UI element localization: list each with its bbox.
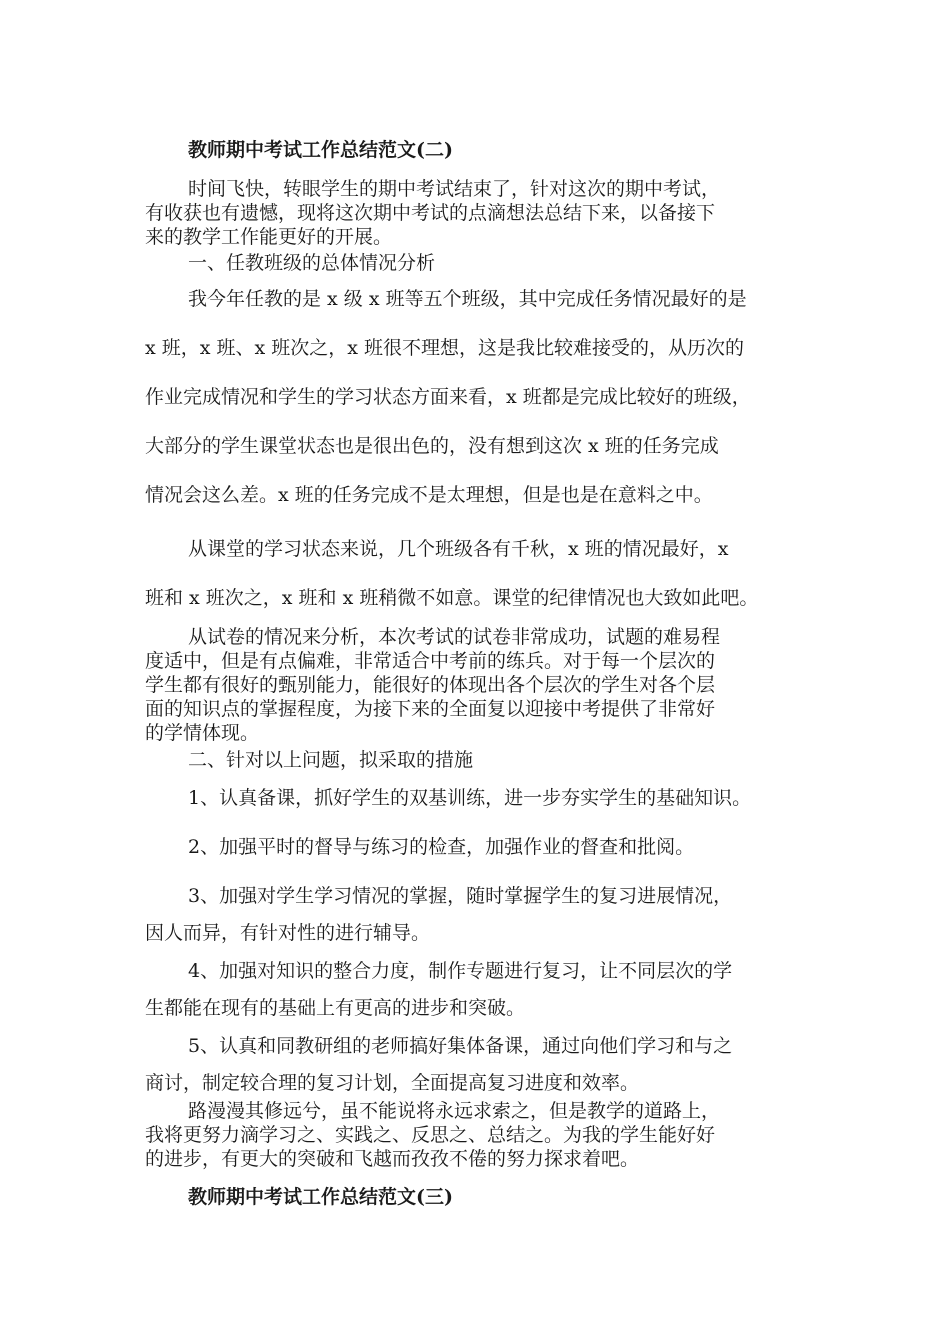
- text-line: 因人而异，有针对性的进行辅导。: [145, 922, 431, 944]
- text-line: 情况会这么差。x 班的任务完成不是太理想，但是也是在意料之中。: [145, 484, 713, 506]
- text-line: 4、加强对知识的整合力度，制作专题进行复习，让不同层次的学: [188, 960, 733, 982]
- class-overview-paragraph: [145, 287, 820, 507]
- text-line: 的进步，有更大的突破和飞越而孜孜不倦的努力探求着吧。: [145, 1148, 640, 1170]
- text-line: 生都能在现有的基础上有更高的进步和突破。: [145, 997, 526, 1019]
- text-line: 来的教学工作能更好的开展。: [145, 226, 393, 248]
- text-line: 的学情体现。: [145, 722, 260, 744]
- text-line: x 班，x 班、x 班次之，x 班很不理想，这是我比较难接受的，从历次的: [145, 337, 745, 359]
- text-line: 时间飞快，转眼学生的期中考试结束了，针对这次的期中考试，: [188, 178, 721, 200]
- text-line: 1、认真备课，抓好学生的双基训练，进一步夯实学生的基础知识。: [188, 787, 752, 809]
- text-line: 我今年任教的是 x 级 x 班等五个班级，其中完成任务情况最好的是: [188, 288, 747, 310]
- section-1-title: 一、任教班级的总体情况分析: [188, 252, 436, 274]
- text-line: 路漫漫其修远兮，虽不能说将永远求索之，但是教学的道路上，: [188, 1100, 721, 1122]
- paper-analysis-paragraph: [145, 625, 820, 745]
- text-line: 5、认真和同教研组的老师搞好集体备课，通过向他们学习和与之: [188, 1035, 733, 1057]
- classroom-paragraph: [145, 537, 820, 610]
- section-heading-2: 教师期中考试工作总结范文(二): [188, 139, 453, 161]
- text-line: 从试卷的情况来分析，本次考试的试卷非常成功，试题的难易程: [188, 626, 721, 648]
- text-line: 度适中，但是有点偏难，非常适合中考前的练兵。对于每一个层次的: [145, 650, 716, 672]
- measure-4: [145, 959, 820, 1020]
- measure-5: [145, 1034, 820, 1095]
- text-line: 我将更努力滴学习之、实践之、反思之、总结之。为我的学生能好好: [145, 1124, 716, 1146]
- measure-1: [145, 786, 820, 810]
- conclusion-paragraph: [145, 1099, 820, 1171]
- text-line: 商讨，制定较合理的复习计划，全面提高复习进度和效率。: [145, 1072, 640, 1094]
- text-line: 有收获也有遗憾，现将这次期中考试的点滴想法总结下来，以备接下: [145, 202, 716, 224]
- intro-paragraph: [145, 177, 820, 249]
- text-line: 2、加强平时的督导与练习的检查，加强作业的督查和批阅。: [188, 836, 695, 858]
- section-heading-3: 教师期中考试工作总结范文(三): [188, 1186, 453, 1208]
- measure-2: [145, 835, 820, 859]
- text-line: 大部分的学生课堂状态也是很出色的，没有想到这次 x 班的任务完成: [145, 435, 719, 457]
- text-line: 学生都有很好的甄别能力，能很好的体现出各个层次的学生对各个层: [145, 674, 716, 696]
- section-2-title: 二、针对以上问题，拟采取的措施: [188, 749, 474, 771]
- text-line: 班和 x 班次之，x 班和 x 班稍微不如意。课堂的纪律情况也大致如此吧。: [145, 587, 759, 609]
- text-line: 从课堂的学习状态来说，几个班级各有千秋，x 班的情况最好，x: [188, 538, 729, 560]
- text-line: 面的知识点的掌握程度，为接下来的全面复以迎接中考提供了非常好: [145, 698, 716, 720]
- text-line: 作业完成情况和学生的学习状态方面来看，x 班都是完成比较好的班级，: [145, 386, 751, 408]
- text-line: 3、加强对学生学习情况的掌握，随时掌握学生的复习进展情况，: [188, 885, 733, 907]
- measure-3: [145, 884, 820, 945]
